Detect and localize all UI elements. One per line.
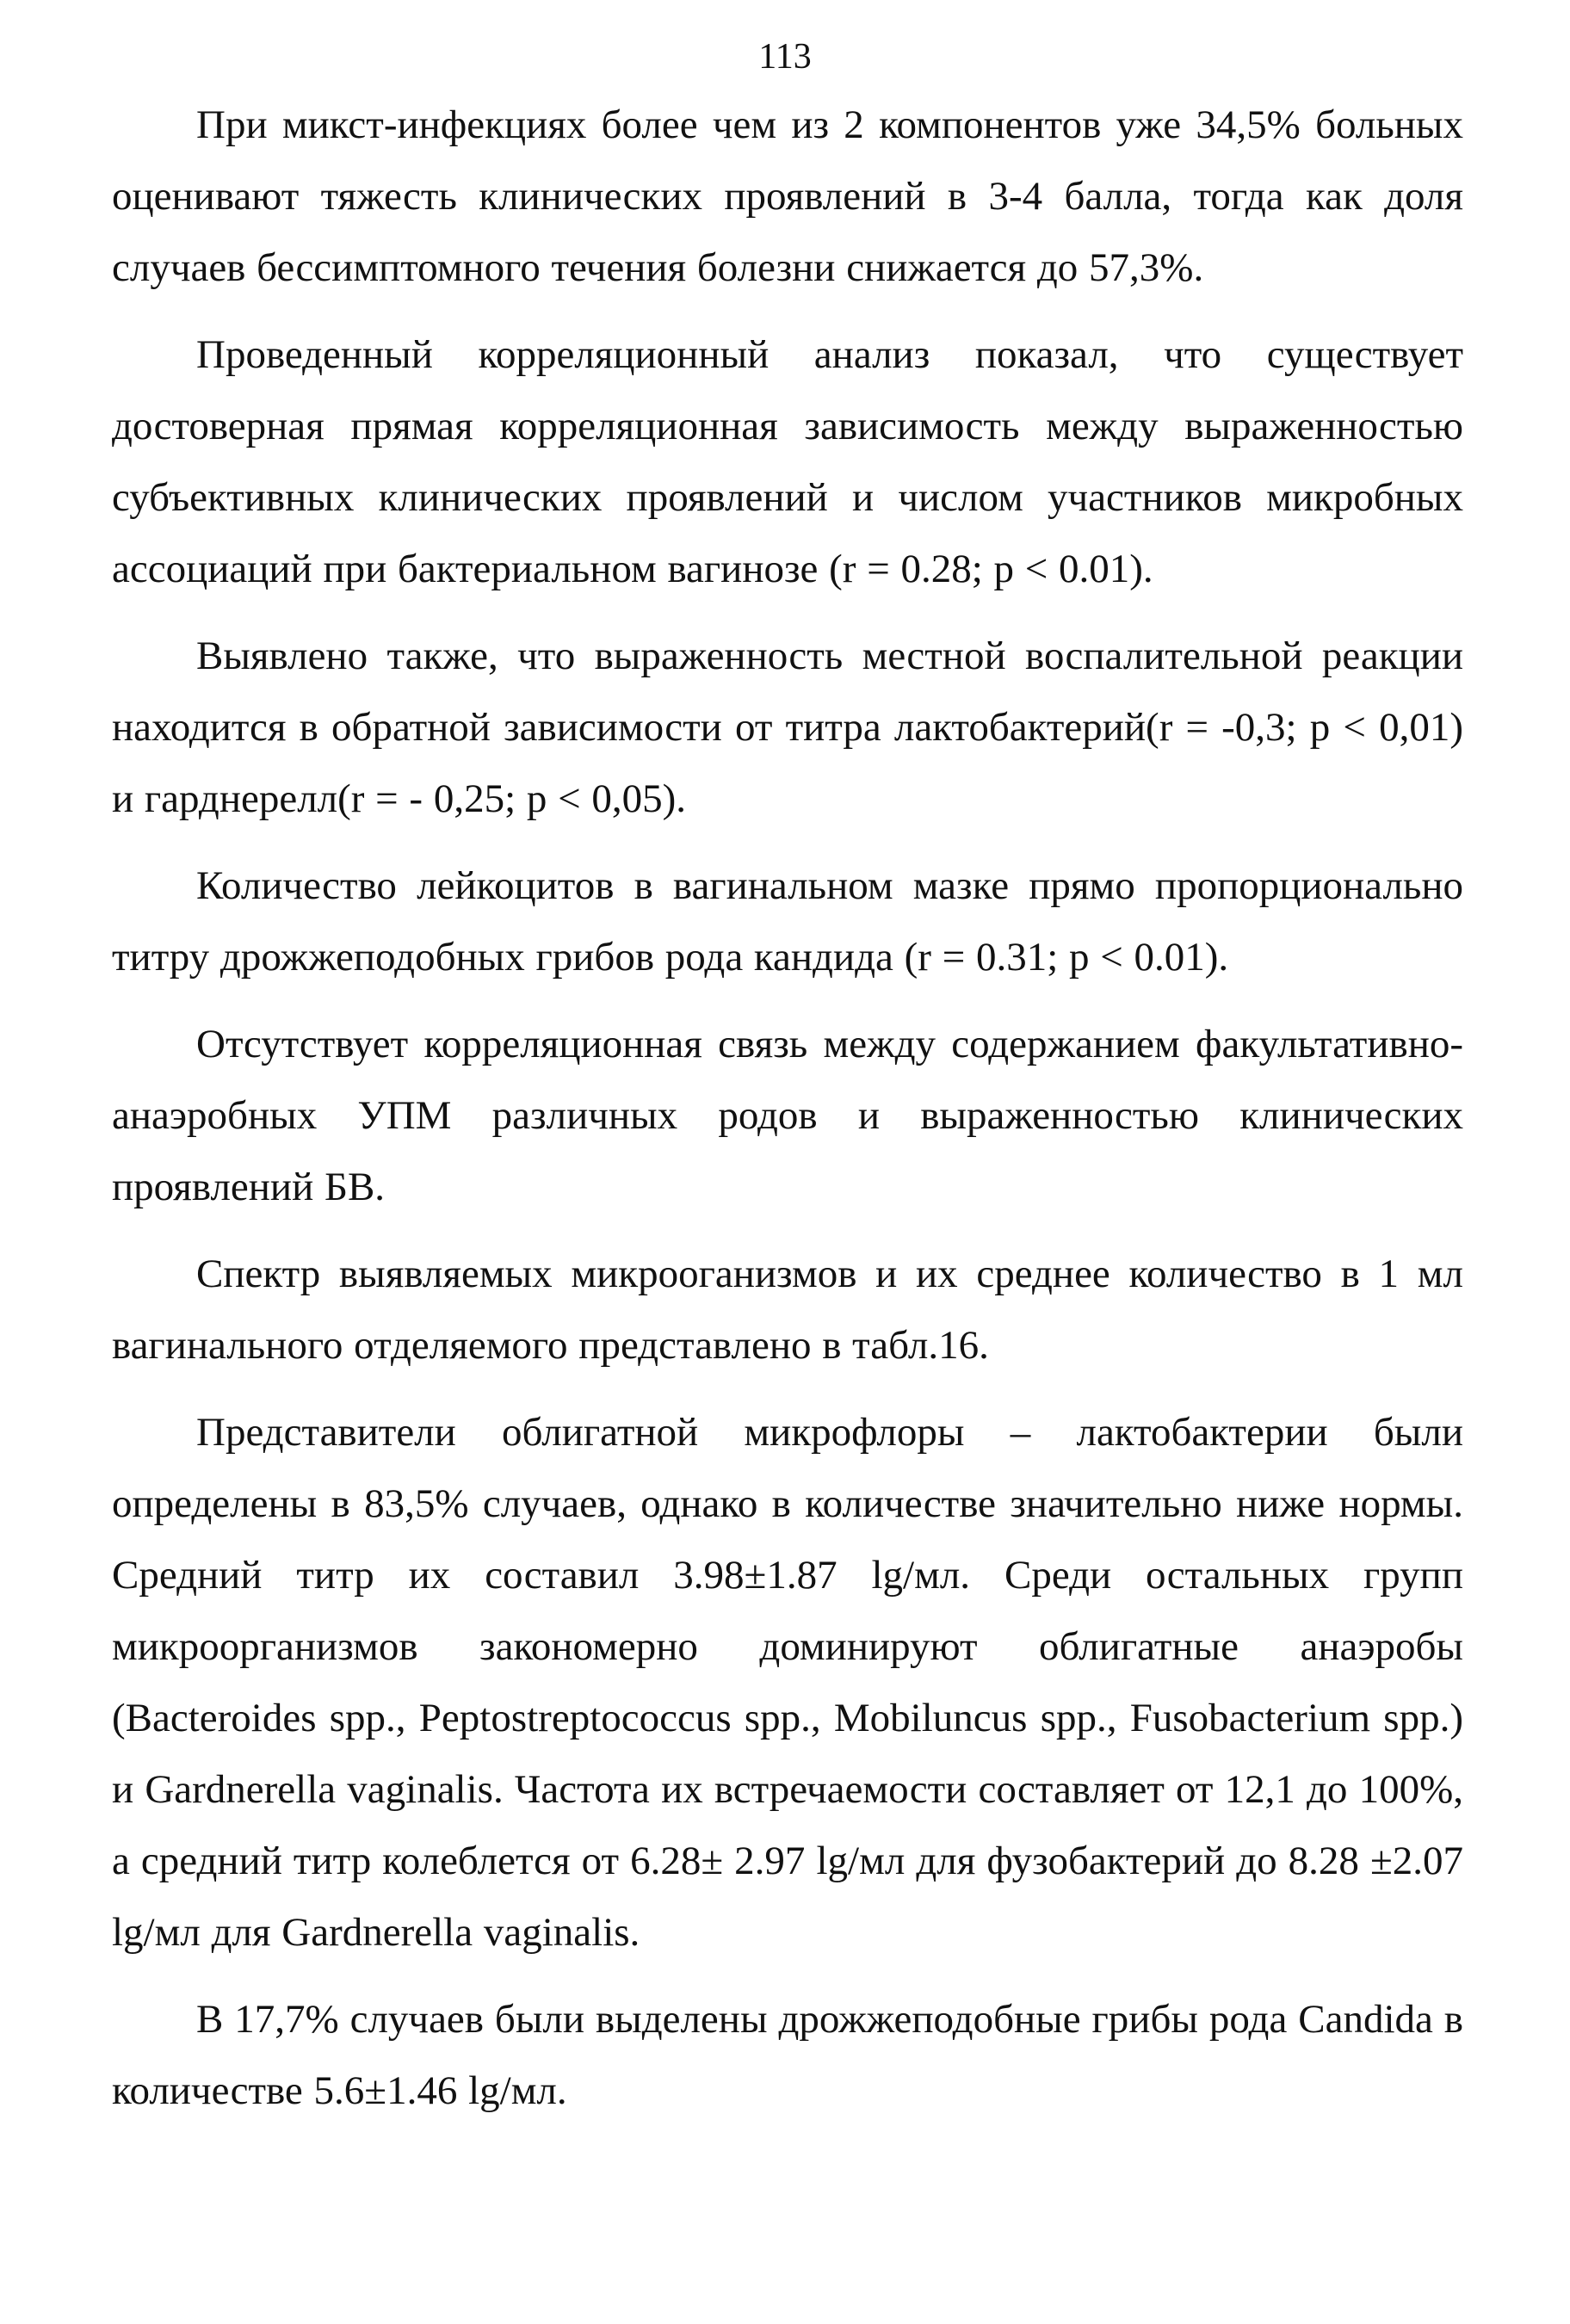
paragraph-leukocytes: Количество лейкоцитов в вагинальном мазке прямо пропорционально титру дрожжеподобных грибов рода кандида (r = 0.31; p < 0.01). [112,863,1463,980]
paragraph-obligate-microflora: Представители облигатной микрофлоры – лактобактерии были определены в 83,5% случаев, однако в количестве значительно ниже нормы. Средний титр их составил 3.98±1.87 lg/мл. Среди остальных групп микроорганизмов закономерно доминируют облигатные анаэробы (Bacteroides spp., Peptostreptococcus spp., Mobiluncus spp., Fusobacterium spp.) и Gardnerella vaginalis. Частота их встречаемости составляет от 12,1 до 100%, а средний титр колеблется от 6.28± 2.97 lg/мл для фузобактерий до 8.28 ±2.07 lg/мл для Gardnerella vaginalis. [112,1410,1463,1955]
paragraph-candida: В 17,7% случаев были выделены дрожжеподобные грибы рода Candida в количестве 5.6±1.46 lg/мл. [112,1997,1463,2113]
page-number: 113 [758,37,812,77]
paragraph-no-correlation: Отсутствует корреляционная связь между содержанием факультативно-анаэробных УПМ различных родов и выраженностью клинических проявлений БВ. [112,1022,1463,1209]
paragraph-spectrum: Спектр выявляемых микрооганизмов и их среднее количество в 1 мл вагинального отделяемого представлено в табл.16. [112,1252,1463,1368]
paragraph-mixed-infections: При микст-инфекциях более чем из 2 компонентов уже 34,5% больных оценивают тяжесть клинических проявлений в 3-4 балла, тогда как доля случаев бессимптомного течения болезни снижается до 57,3%. [112,102,1463,290]
paragraph-inflammatory-reaction: Выявлено также, что выраженность местной воспалительной реакции находится в обратной зависимости от титра лактобактерий(r = -0,3; p < 0,01) и гарднерелл(r = - 0,25; p < 0,05). [112,634,1463,821]
body-text [112,90,1463,2142]
paragraph-correlation-analysis: Проведенный корреляционный анализ показал, что существует достоверная прямая корреляционная зависимость между выраженностью субъективных клинических проявлений и числом участников микробных ассоциаций при бактериальном вагинозе (r = 0.28; p < 0.01). [112,332,1463,591]
